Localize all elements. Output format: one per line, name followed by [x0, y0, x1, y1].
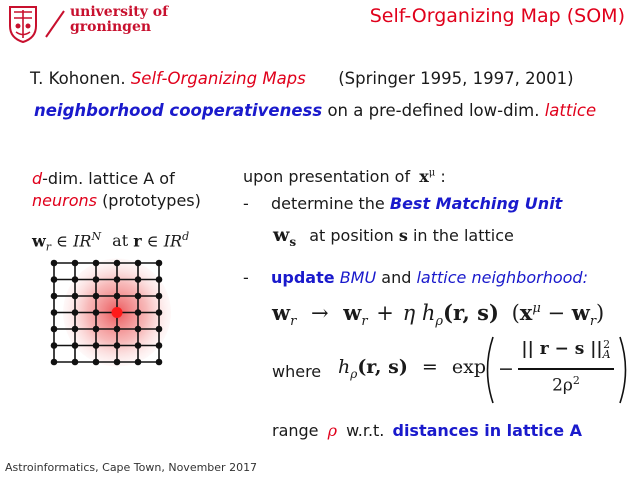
university-line1: university of: [70, 4, 169, 20]
uf-w: w: [272, 300, 291, 325]
bmu-short: BMU: [339, 268, 377, 287]
bmu-term: Best Matching Unit: [389, 194, 563, 213]
headline-term: neighborhood cooperativeness: [34, 101, 323, 120]
lattice-neuron: [114, 326, 121, 333]
uf-r3: r: [589, 314, 597, 330]
left-line2: [32, 191, 201, 210]
lattice-neuron: [156, 309, 163, 316]
range-text: range: [272, 421, 319, 440]
f-r-sub: r: [45, 240, 52, 254]
university-line2: groningen: [70, 19, 152, 35]
x-symbol: x: [419, 167, 429, 186]
colon: :: [440, 167, 446, 186]
lattice-neuron: [135, 359, 142, 366]
left-paren-icon: [480, 335, 496, 405]
uf-eta: η: [402, 301, 416, 325]
presentation-line: [243, 167, 446, 186]
uf-r: r: [290, 314, 297, 330]
reference-line: [30, 69, 574, 88]
lattice-neuron: [72, 276, 79, 283]
lattice-neuron: [51, 260, 58, 267]
hf-denominator: [516, 374, 616, 396]
lattice-neuron: [135, 276, 142, 283]
university-name: [70, 5, 168, 35]
left-line1: [32, 169, 175, 188]
h-formula-left: [338, 356, 486, 381]
lattice-neuron: [51, 326, 58, 333]
f-at: at: [112, 231, 129, 251]
lattice-neuron: [114, 359, 121, 366]
lattice-neuron: [93, 309, 100, 316]
lattice-neighborhood: lattice neighborhood:: [416, 268, 588, 287]
lattice-neuron: [156, 293, 163, 300]
f-R2: IR: [163, 231, 183, 251]
update-formula: [272, 300, 604, 329]
uf-w3: w: [571, 300, 590, 325]
ws-sub: s: [289, 234, 297, 249]
hf-minus: −: [498, 358, 514, 380]
lattice-neuron: [51, 276, 58, 283]
university-crest-icon: [8, 4, 38, 44]
range-line: [272, 421, 582, 440]
neuron-lattice-diagram: [40, 255, 180, 375]
f-in: ∈: [56, 231, 68, 251]
position-text: at position: [309, 226, 394, 245]
fraction-bar: [518, 368, 614, 370]
lattice-desc: -dim. lattice A of: [42, 169, 175, 188]
reference-book: Self-Organizing Maps: [130, 69, 306, 88]
right-paren-icon: [617, 335, 633, 405]
lattice-neuron: [156, 326, 163, 333]
range-rho: ρ: [327, 421, 338, 440]
lattice-neuron: [135, 342, 142, 349]
headline-lattice: lattice: [544, 101, 597, 120]
update-line: [243, 268, 588, 287]
and-text: and: [381, 268, 412, 287]
hf-h: h: [338, 356, 351, 378]
reference-publisher: (Springer 1995, 1997, 2001): [338, 69, 574, 88]
lattice-neuron: [135, 260, 142, 267]
lattice-neuron: [72, 260, 79, 267]
prototypes-label: (prototypes): [102, 191, 201, 210]
uf-r2: r: [361, 314, 368, 330]
lattice-neuron: [135, 309, 142, 316]
uf-x: x: [519, 300, 533, 325]
lattice-neuron: [72, 293, 79, 300]
neurons-label: neurons: [32, 191, 97, 210]
lattice-neuron: [51, 342, 58, 349]
uf-mu: μ: [532, 301, 541, 316]
slide-title: Self-Organizing Map (SOM): [369, 5, 625, 27]
lattice-neuron: [93, 359, 100, 366]
presentation-text: upon presentation of: [243, 167, 411, 186]
lattice-neuron: [93, 260, 100, 267]
hf-num-sub: A: [602, 347, 611, 361]
lattice-neuron: [93, 326, 100, 333]
lattice-neuron: [72, 342, 79, 349]
logo-slash-icon: [44, 10, 66, 38]
determine-line: [243, 194, 562, 213]
lattice-neuron: [72, 309, 79, 316]
f-R: IR: [73, 231, 92, 251]
prototype-formula: [32, 230, 189, 254]
position-line: [273, 224, 514, 249]
hf-num: || r − s ||: [521, 339, 603, 359]
determine-text: determine the: [271, 194, 385, 213]
headline: [34, 101, 596, 120]
lattice-neuron: [156, 342, 163, 349]
uf-args: (r, s): [443, 300, 499, 325]
lattice-neuron: [51, 309, 58, 316]
uf-minus: −: [547, 301, 566, 325]
hf-args: (r, s): [357, 356, 408, 378]
lattice-neuron: [114, 342, 121, 349]
in-lattice-text: in the lattice: [412, 226, 514, 245]
distances-term: distances in lattice A: [392, 421, 583, 440]
lattice-neuron: [156, 359, 163, 366]
f-w: w: [32, 231, 46, 251]
hf-rho: ρ: [350, 366, 358, 381]
lattice-d: d: [32, 169, 43, 188]
uf-open: (: [511, 301, 520, 325]
f-d: d: [182, 230, 190, 243]
best-matching-neuron: [112, 307, 123, 318]
bullet-dash-2: -: [243, 268, 249, 287]
uf-arrow: →: [310, 301, 329, 325]
lattice-neuron: [135, 326, 142, 333]
uf-close: ): [596, 301, 605, 325]
hf-exp: exp: [451, 356, 486, 378]
bullet-dash-1: -: [243, 194, 249, 213]
lattice-neuron: [156, 260, 163, 267]
lattice-neuron: [72, 326, 79, 333]
wrt-text: w.r.t.: [346, 421, 385, 440]
update-term: update: [271, 268, 335, 287]
lattice-neuron: [51, 293, 58, 300]
where-label: where: [272, 362, 322, 381]
uf-rho: ρ: [435, 314, 444, 330]
uf-w2: w: [343, 300, 362, 325]
hf-den: 2ρ: [552, 375, 573, 396]
uf-h: h: [421, 301, 436, 325]
mu-symbol: μ: [428, 167, 436, 179]
footer: Astroinformatics, Cape Town, November 2017: [5, 461, 258, 474]
f-N: N: [91, 230, 102, 243]
ws-symbol: w: [273, 224, 290, 246]
reference-author: T. Kohonen.: [30, 69, 126, 88]
lattice-neuron: [93, 342, 100, 349]
lattice-neuron: [72, 359, 79, 366]
hf-num-sup: 2: [603, 337, 611, 351]
s-symbol: s: [398, 226, 408, 245]
lattice-neuron: [135, 293, 142, 300]
headline-middle: on a pre-defined low-dim.: [327, 101, 540, 120]
hf-den-sup: 2: [572, 374, 580, 387]
lattice-neuron: [114, 293, 121, 300]
uf-plus: +: [376, 301, 394, 325]
hf-numerator: [516, 339, 616, 360]
lattice-neuron: [114, 260, 121, 267]
lattice-neuron: [93, 276, 100, 283]
lattice-neuron: [156, 276, 163, 283]
lattice-neuron: [51, 359, 58, 366]
hf-eq: =: [421, 356, 438, 378]
f-r: r: [133, 231, 142, 251]
lattice-neuron: [114, 276, 121, 283]
lattice-neuron: [93, 293, 100, 300]
f-in2: ∈: [146, 231, 159, 251]
